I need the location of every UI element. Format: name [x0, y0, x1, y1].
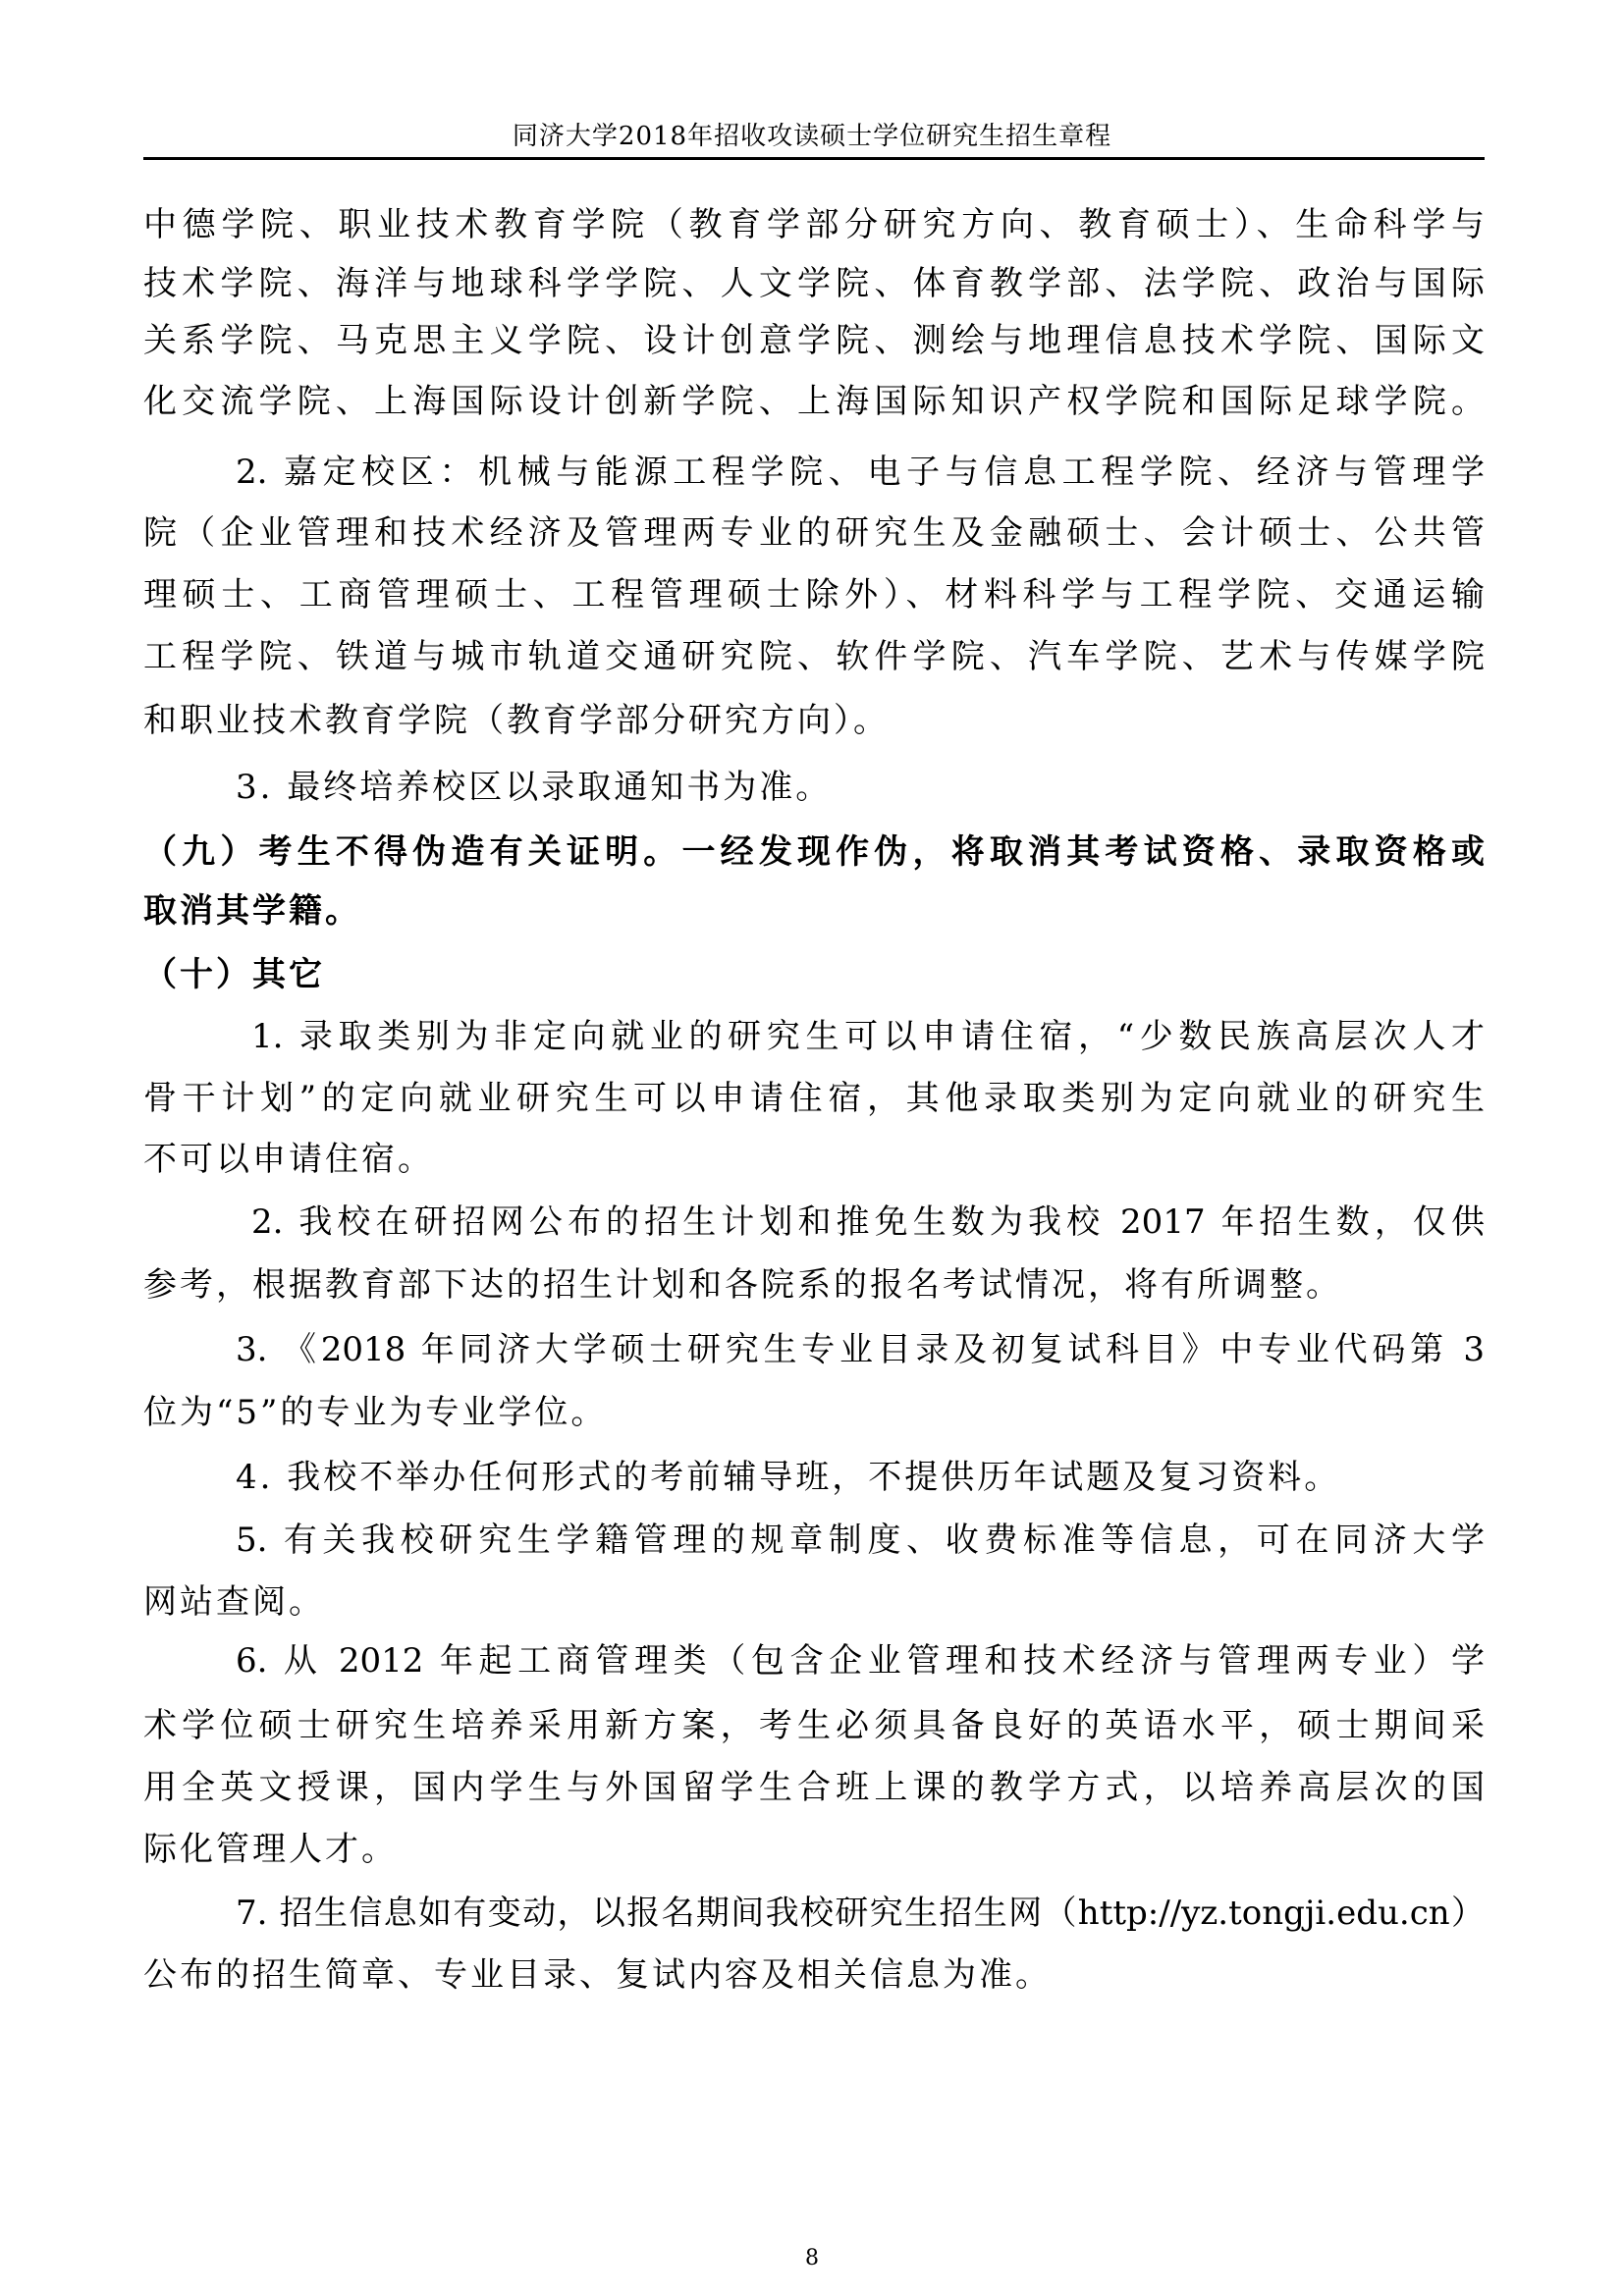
text-line: 和职业技术教育学院（教育学部分研究方向）。: [143, 701, 890, 740]
text-line: 工程学院、铁道与城市轨道交通研究院、软件学院、汽车学院、艺术与传媒学院: [143, 637, 1485, 676]
text-line: 理硕士、工商管理硕士、工程管理硕士除外）、材料科学与工程学院、交通运输: [143, 575, 1485, 614]
header-rule: [143, 157, 1485, 160]
text-line: 2. 我校在研招网公布的招生计划和推免生数为我校 2017 年招生数，仅供: [251, 1202, 1485, 1242]
text-line: 位为“5”的专业为专业学位。: [143, 1393, 608, 1432]
text-line: 网站查阅。: [143, 1582, 325, 1622]
text-line: 中德学院、职业技术教育学院（教育学部分研究方向、教育硕士）、生命科学与: [143, 205, 1485, 244]
text-line: 3. 《2018 年同济大学硕士研究生专业目录及初复试科目》中专业代码第 3: [236, 1330, 1485, 1369]
running-header: 同济大学2018年招收攻读硕士学位研究生招生章程: [512, 122, 1112, 151]
text-line: 1. 录取类别为非定向就业的研究生可以申请住宿，“少数民族高层次人才: [251, 1017, 1485, 1056]
text-line: 不可以申请住宿。: [143, 1140, 434, 1179]
text-line: 参考，根据教育部下达的招生计划和各院系的报名考试情况，将有所调整。: [143, 1265, 1342, 1305]
section-heading: （九）考生不得伪造有关证明。一经发现作伪，将取消其考试资格、录取资格或: [143, 832, 1485, 872]
text-line: 7. 招生信息如有变动，以报名期间我校研究生招生网（http://yz.tongji.edu.cn）: [236, 1894, 1485, 1933]
text-line: 6. 从 2012 年起工商管理类（包含企业管理和技术经济与管理两专业）学: [236, 1641, 1485, 1681]
text-line: 3. 最终培养校区以录取通知书为准。: [236, 768, 833, 807]
text-line: 公布的招生简章、专业目录、复试内容及相关信息为准。: [143, 1955, 1052, 1995]
text-line: 关系学院、马克思主义学院、设计创意学院、测绘与地理信息技术学院、国际文: [143, 321, 1485, 360]
text-line: 5. 有关我校研究生学籍管理的规章制度、收费标准等信息，可在同济大学: [236, 1521, 1485, 1560]
text-line: 院（企业管理和技术经济及管理两专业的研究生及金融硕士、会计硕士、公共管: [143, 513, 1485, 553]
text-line: 技术学院、海洋与地球科学学院、人文学院、体育教学部、法学院、政治与国际: [143, 264, 1485, 303]
section-heading: 取消其学籍。: [143, 891, 361, 931]
text-line: 2. 嘉定校区：机械与能源工程学院、电子与信息工程学院、经济与管理学: [236, 453, 1485, 492]
text-line: 骨干计划”的定向就业研究生可以申请住宿，其他录取类别为定向就业的研究生: [143, 1079, 1485, 1118]
text-line: 4. 我校不举办任何形式的考前辅导班，不提供历年试题及复习资料。: [236, 1458, 1341, 1497]
text-line: 术学位硕士研究生培养采用新方案，考生必须具备良好的英语水平，硕士期间采: [143, 1706, 1485, 1745]
text-line: 际化管理人才。: [143, 1830, 398, 1869]
page-number: 8: [805, 2246, 819, 2270]
section-heading: （十）其它: [143, 955, 325, 994]
text-line: 化交流学院、上海国际设计创新学院、上海国际知识产权学院和国际足球学院。: [143, 382, 1485, 421]
text-line: 用全英文授课，国内学生与外国留学生合班上课的教学方式，以培养高层次的国: [143, 1768, 1485, 1807]
